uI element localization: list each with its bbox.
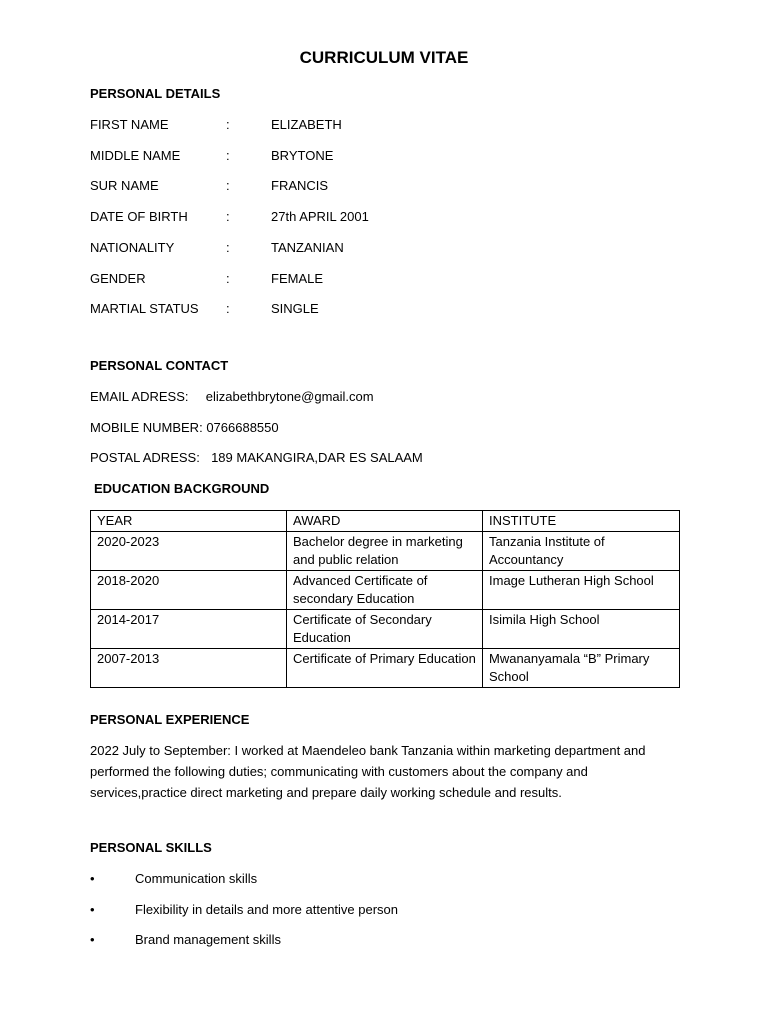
experience-text: 2022 July to September: I worked at Maendeleo bank Tanzania within marketing department and performed the following duties; communicating with customers about the company and services,practice direct marketing and prepare daily working schedule and results. bbox=[90, 743, 646, 800]
institute-cell: Isimila High School bbox=[483, 610, 680, 649]
table-row bbox=[91, 571, 680, 610]
email-line bbox=[90, 389, 374, 404]
colon: : bbox=[226, 117, 230, 132]
education-table bbox=[90, 510, 680, 688]
nationality-label: NATIONALITY bbox=[90, 240, 175, 255]
table-row bbox=[91, 532, 680, 571]
mobile-label: MOBILE NUMBER: bbox=[90, 420, 203, 435]
postal-value: 189 MAKANGIRA,DAR ES SALAAM bbox=[211, 450, 423, 465]
middle-name-label: MIDDLE NAME bbox=[90, 148, 181, 163]
bullet-icon: • bbox=[90, 871, 95, 886]
column-header-award: AWARD bbox=[287, 511, 483, 532]
postal-line bbox=[90, 450, 423, 465]
colon: : bbox=[226, 148, 230, 163]
mobile-value: 0766688550 bbox=[206, 420, 279, 435]
colon: : bbox=[226, 271, 230, 286]
colon: : bbox=[226, 209, 230, 224]
experience-heading: PERSONAL EXPERIENCE bbox=[90, 712, 250, 727]
first-name-label: FIRST NAME bbox=[90, 117, 169, 132]
award-cell: Certificate of Secondary Education bbox=[287, 610, 483, 649]
first-name-value: ELIZABETH bbox=[271, 117, 342, 132]
marital-status-value: SINGLE bbox=[271, 301, 319, 316]
table-row bbox=[91, 610, 680, 649]
year-cell: 2020-2023 bbox=[91, 532, 287, 571]
personal-details-heading: PERSONAL DETAILS bbox=[90, 86, 221, 101]
bullet-icon: • bbox=[90, 932, 95, 947]
skill-item: Flexibility in details and more attentive person bbox=[135, 902, 399, 917]
postal-label: POSTAL ADRESS: bbox=[90, 450, 200, 465]
skill-item: Communication skills bbox=[135, 871, 258, 886]
nationality-value: TANZANIAN bbox=[271, 240, 344, 255]
table-row bbox=[91, 649, 680, 688]
column-header-institute: INSTITUTE bbox=[483, 511, 680, 532]
table-header-row bbox=[91, 511, 680, 532]
year-cell: 2014-2017 bbox=[91, 610, 287, 649]
date-of-birth-label: DATE OF BIRTH bbox=[90, 209, 188, 224]
email-value: elizabethbrytone@gmail.com bbox=[205, 389, 374, 404]
gender-value: FEMALE bbox=[271, 271, 324, 286]
page-title: CURRICULUM VITAE bbox=[299, 48, 469, 67]
institute-cell: Tanzania Institute of Accountancy bbox=[483, 532, 680, 571]
column-header-year: YEAR bbox=[91, 511, 287, 532]
skill-item: Brand management skills bbox=[135, 932, 281, 947]
award-cell: Certificate of Primary Education bbox=[287, 649, 483, 688]
personal-contact-heading: PERSONAL CONTACT bbox=[90, 358, 229, 373]
surname-value: FRANCIS bbox=[271, 178, 329, 193]
mobile-line bbox=[90, 420, 279, 435]
year-cell: 2018-2020 bbox=[91, 571, 287, 610]
colon: : bbox=[226, 301, 230, 316]
award-cell: Bachelor degree in marketing and public relation bbox=[287, 532, 483, 571]
date-of-birth-value: 27th APRIL 2001 bbox=[271, 209, 369, 224]
middle-name-value: BRYTONE bbox=[271, 148, 334, 163]
bullet-icon: • bbox=[90, 902, 95, 917]
colon: : bbox=[226, 240, 230, 255]
education-heading: EDUCATION BACKGROUND bbox=[94, 481, 270, 496]
year-cell: 2007-2013 bbox=[91, 649, 287, 688]
institute-cell: Image Lutheran High School bbox=[483, 571, 680, 610]
marital-status-label: MARTIAL STATUS bbox=[90, 301, 199, 316]
award-cell: Advanced Certificate of secondary Education bbox=[287, 571, 483, 610]
email-label: EMAIL ADRESS: bbox=[90, 389, 189, 404]
colon: : bbox=[226, 178, 230, 193]
institute-cell: Mwananyamala “B” Primary School bbox=[483, 649, 680, 688]
skills-heading: PERSONAL SKILLS bbox=[90, 840, 212, 855]
surname-label: SUR NAME bbox=[90, 178, 159, 193]
gender-label: GENDER bbox=[90, 271, 146, 286]
